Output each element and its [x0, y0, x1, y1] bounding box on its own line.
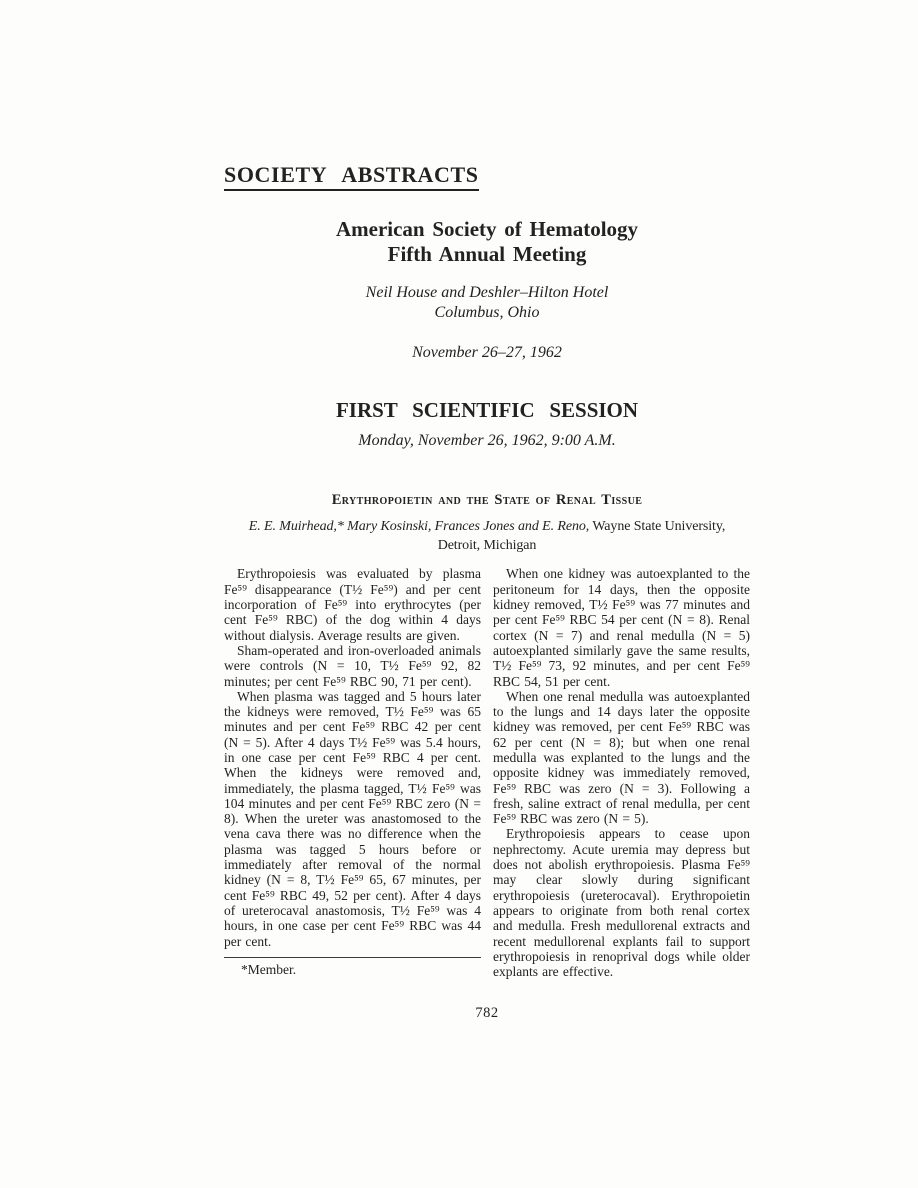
meeting-title — [224, 217, 750, 267]
venue-line1: Neil House and Deshler–Hilton Hotel — [365, 283, 609, 301]
session-datetime: Monday, November 26, 1962, 9:00 A.M. — [358, 431, 616, 449]
page-number: 782 — [475, 1005, 499, 1022]
abstract-authors — [224, 518, 750, 556]
paragraph: Erythropoiesis was evaluated by plasma Fe⁵⁹ disappearance (T½ Fe⁵⁹) and per cent incorporation of Fe⁵⁹ into erythrocytes (per cent Fe⁵⁹ RBC) of the dog within 4 days without dialysis. Average results are given. — [224, 566, 481, 643]
meeting-dates: November 26–27, 1962 — [412, 343, 562, 361]
paragraph: When one renal medulla was autoexplanted to the lungs and 14 days later the opposite kidney was removed, per cent Fe⁵⁹ RBC was 62 per cent (N = 8); but when one renal medulla was explanted to the lungs and the opposite kidney was immediately removed, Fe⁵⁹ RBC was zero (N = 3). Following a fresh, saline extract of renal medulla, per cent Fe⁵⁹ RBC was zero (N = 5). — [493, 688, 750, 827]
author-names: E. E. Muirhead,* Mary Kosinski, Frances Jones and E. Reno, — [248, 518, 590, 534]
section-header: SOCIETY ABSTRACTS — [224, 163, 479, 191]
abstract-column-left — [224, 566, 481, 979]
paragraph: Sham-operated and iron-overloaded animals were controls (N = 10, T½ Fe⁵⁹ 92, 82 minutes; per cent Fe⁵⁹ RBC 90, 71 per cent). — [224, 642, 481, 689]
paragraph: When plasma was tagged and 5 hours later the kidneys were removed, T½ Fe⁵⁹ was 65 minutes and per cent Fe⁵⁹ RBC 42 per cent (N = 5). After 4 days T½ Fe⁵⁹ was 5.4 hours, in one case per cent Fe⁵⁹ RBC 4 per cent. When the kidneys were removed and, immediately, the plasma tagged, T½ Fe⁵⁹ was 104 minutes and per cent Fe⁵⁹ RBC zero (N = 8). When the ureter was anastomosed to the vena cava there was no difference when the plasma was tagged 5 hours before or immediately after removal of the normal kidney (N = 8, T½ Fe⁵⁹ 65, 67 minutes, per cent Fe⁵⁹ RBC 49, 52 per cent). After 4 days of ureterocaval anastomosis, T½ Fe⁵⁹ was 4 hours, in one case per cent Fe⁵⁹ RBC was 44 per cent. — [224, 688, 481, 949]
paragraph: When one kidney was autoexplanted to the peritoneum for 14 days, then the opposite kidney removed, T½ Fe⁵⁹ was 77 minutes and per cent Fe⁵⁹ RBC 54 per cent (N = 8). Renal cortex (N = 7) and renal medulla (N = 5) autoexplanted similarly gave the same results, T½ Fe⁵⁹ 73, 92 minutes, and per cent Fe⁵⁹ RBC 54, 51 per cent. — [493, 566, 750, 689]
footnote-text: *Member. — [241, 961, 297, 977]
abstract-body — [224, 566, 750, 979]
meeting-venue — [224, 283, 750, 324]
footnote — [224, 957, 481, 977]
abstract-title: Erythropoietin and the State of Renal Tissue — [331, 491, 643, 508]
author-affiliation-line1: Wayne State University, — [592, 518, 726, 534]
abstract-column-right — [493, 566, 750, 979]
footnote-rule — [224, 957, 481, 958]
paragraph: Erythropoiesis appears to cease upon nephrectomy. Acute uremia may depress but does not abolish erythropoiesis. Plasma Fe⁵⁹ may clear slowly during significant erythropoiesis (ureterocaval). Erythropoietin appears to originate from both renal cortex and medulla. Fresh medullorenal extracts and recent medullorenal explants fail to support erythropoiesis in renoprival dogs while older explants are effective. — [493, 826, 750, 980]
session-title: FIRST SCIENTIFIC SESSION — [335, 397, 639, 422]
author-affiliation-line2: Detroit, Michigan — [437, 537, 537, 553]
page-content — [224, 163, 750, 1022]
meeting-title-line1: American Society of Hematology — [335, 217, 639, 242]
meeting-title-line2: Fifth Annual Meeting — [387, 242, 587, 267]
venue-line2: Columbus, Ohio — [434, 304, 540, 322]
